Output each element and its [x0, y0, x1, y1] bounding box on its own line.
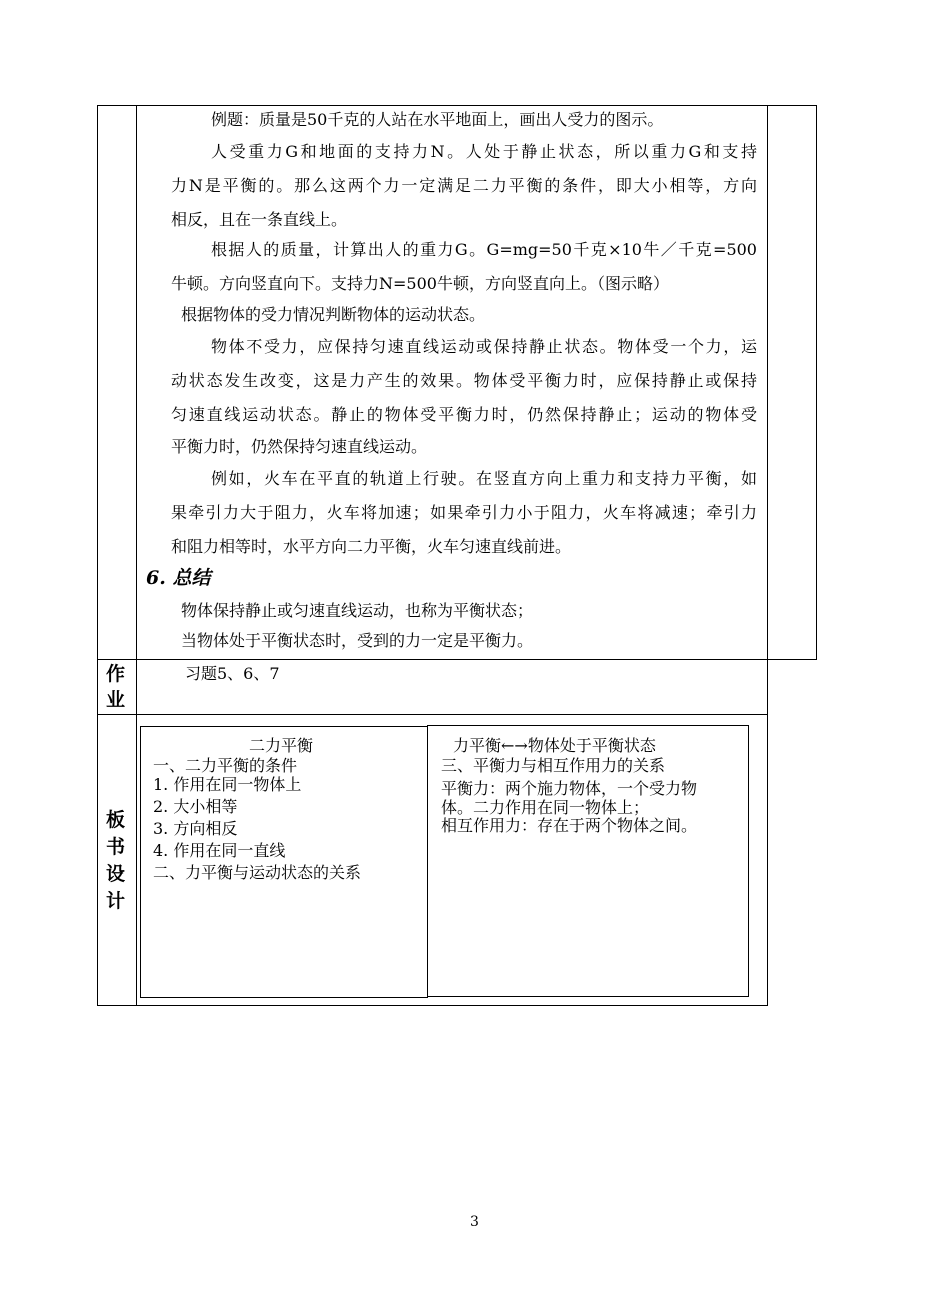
table-border-left	[97, 105, 98, 1006]
table-border-bottom	[97, 1005, 768, 1006]
page-number: 3	[470, 1214, 479, 1230]
motion-para-line: 动状态发生改变，这是力产生的效果。物体受平衡力时，应保持静止或保持	[171, 371, 757, 390]
table-border-right-upper	[816, 105, 817, 660]
example-intro: 例题：质量是50千克的人站在水平地面上，画出人受力的图示。	[211, 110, 664, 129]
homework-label-char: 作	[106, 663, 126, 685]
motion-para-line: 匀速直线运动状态。静止的物体受平衡力时，仍然保持静止；运动的物体受	[171, 405, 757, 424]
homework-text: 习题5、6、7	[185, 664, 280, 683]
example-para1-line: 力N是平衡的。那么这两个力一定满足二力平衡的条件，即大小相等，方向	[171, 176, 757, 195]
summary-line: 物体保持静止或匀速直线运动，也称为平衡状态；	[181, 601, 534, 620]
motion-para-line: 物体不受力，应保持匀速直线运动或保持静止状态。物体受一个力，运	[211, 337, 757, 356]
board-label-char: 书	[106, 836, 126, 858]
table-row-divider-2	[97, 714, 768, 715]
summary-line: 当物体处于平衡状态时，受到的力一定是平衡力。	[181, 631, 534, 650]
table-row-divider-1	[97, 659, 817, 660]
board-label-char: 板	[106, 809, 126, 831]
train-para-line: 果牵引力大于阻力，火车将加速；如果牵引力小于阻力，火车将减速；牵引力	[171, 503, 757, 522]
example-para2-line: 牛顿。方向竖直向下。支持力N=500牛顿，方向竖直向上。（图示略）	[171, 274, 669, 293]
board-right-line: 体。二力作用在同一物体上；	[441, 798, 650, 817]
board-right-line: 相互作用力：存在于两个物体之间。	[441, 816, 698, 835]
example-para1-line: 相反，且在一条直线上。	[171, 210, 348, 229]
board-label-char: 设	[106, 863, 126, 885]
summary-heading: 6. 总结	[146, 567, 211, 589]
board-label-char: 计	[106, 890, 126, 912]
board-right-line: 三、平衡力与相互作用力的关系	[441, 756, 666, 775]
table-divider-label-column	[136, 105, 137, 1006]
train-para-line: 例如，火车在平直的轨道上行驶。在竖直方向上重力和支持力平衡，如	[211, 469, 757, 488]
board-right-title: 力平衡←→物体处于平衡状态	[453, 736, 656, 755]
board-right-line: 平衡力：两个施力物体，一个受力物	[441, 779, 698, 798]
example-para2-line: 根据人的质量，计算出人的重力G。G=mg=50千克×10牛／千克=500	[211, 240, 757, 259]
motion-para-line: 平衡力时，仍然保持匀速直线运动。	[171, 437, 428, 456]
board-left-line: 1. 作用在同一物体上	[153, 775, 302, 794]
board-left-line: 一、二力平衡的条件	[153, 756, 298, 775]
board-left-line: 4. 作用在同一直线	[153, 841, 286, 860]
homework-label-char: 业	[106, 689, 126, 711]
board-left-line: 二、力平衡与运动状态的关系	[153, 863, 362, 882]
board-left-line: 3. 方向相反	[153, 819, 238, 838]
table-border-top	[97, 105, 817, 106]
board-left-line: 2. 大小相等	[153, 797, 238, 816]
board-left-title: 二力平衡	[249, 736, 314, 755]
subheading: 根据物体的受力情况判断物体的运动状态。	[181, 305, 486, 324]
table-divider-content-column	[767, 105, 768, 1006]
train-para-line: 和阻力相等时，水平方向二力平衡，火车匀速直线前进。	[171, 537, 572, 556]
example-para1-line: 人受重力G和地面的支持力N。人处于静止状态，所以重力G和支持	[211, 142, 757, 161]
